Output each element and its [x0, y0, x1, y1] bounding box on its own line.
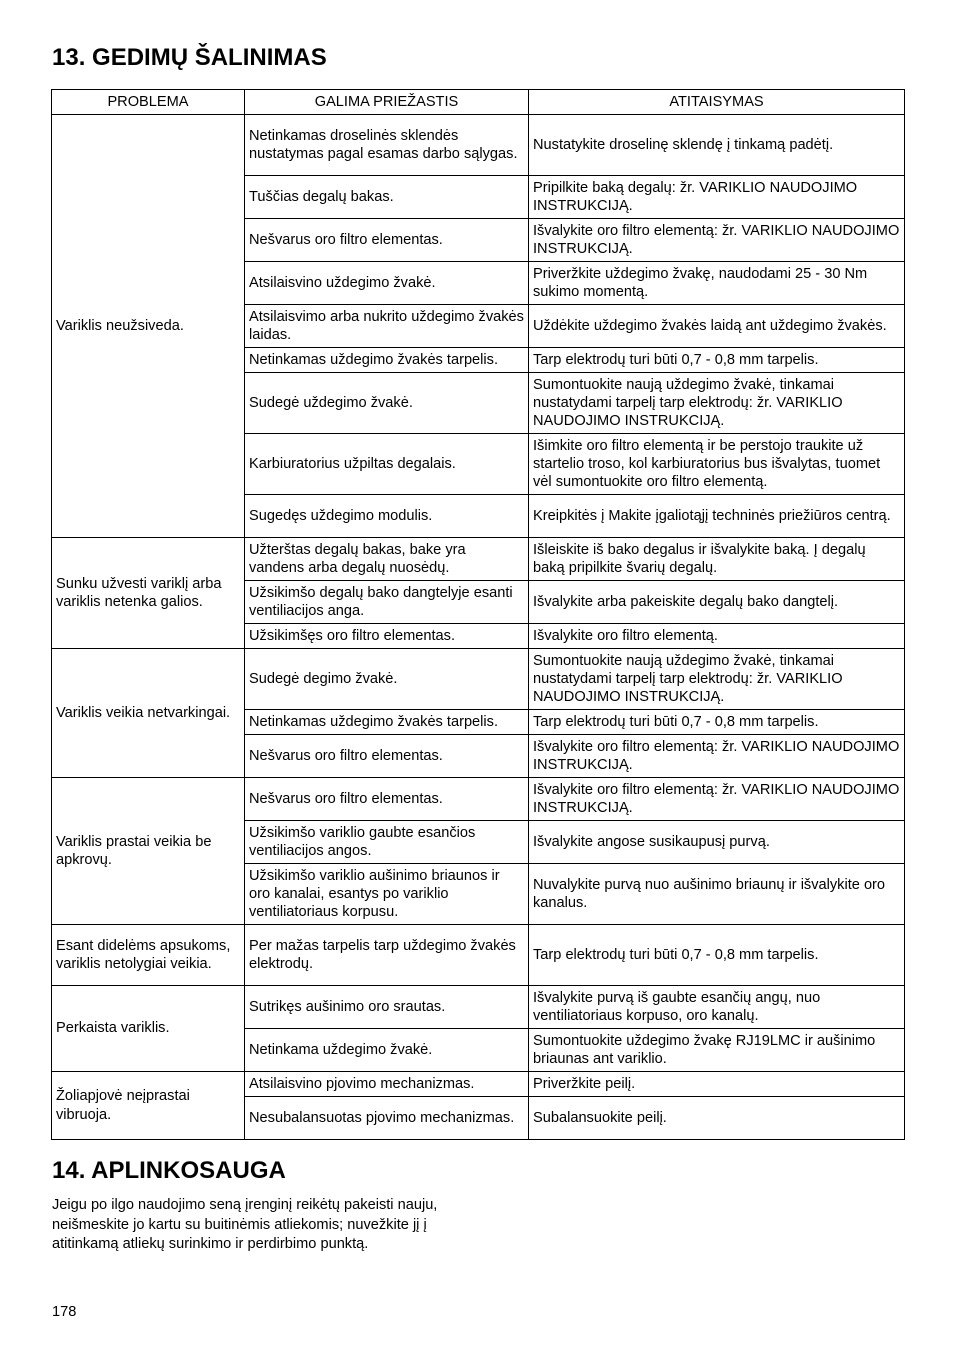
table-row	[52, 115, 905, 176]
header-problem: PROBLEMA	[52, 90, 245, 115]
problem-cell: Variklis prastai veikia be apkrovų.	[52, 778, 245, 925]
table-row	[52, 538, 905, 581]
fix-cell: Išvalykite oro filtro elementą: žr. VARIKLIO NAUDOJIMO INSTRUKCIJĄ.	[529, 778, 905, 821]
fix-cell: Nustatykite droselinę sklendę į tinkamą padėtį.	[529, 115, 905, 176]
cause-cell: Užsikimšęs oro filtro elementas.	[245, 624, 529, 649]
fix-cell: Sumontuokite naują uždegimo žvakė, tinkamai nustatydami tarpelį tarp elektrodų: žr. VARIKLIO NAUDOJIMO INSTRUKCIJĄ.	[529, 373, 905, 434]
fix-cell: Subalansuokite peilį.	[529, 1097, 905, 1140]
cause-cell: Netinkamas uždegimo žvakės tarpelis.	[245, 710, 529, 735]
fix-cell: Išvalykite oro filtro elementą.	[529, 624, 905, 649]
cause-cell: Sudegė degimo žvakė.	[245, 649, 529, 710]
table-row	[52, 986, 905, 1029]
table-row	[52, 649, 905, 710]
cause-cell: Nešvarus oro filtro elementas.	[245, 778, 529, 821]
table-row	[52, 778, 905, 821]
cause-cell: Per mažas tarpelis tarp uždegimo žvakės elektrodų.	[245, 925, 529, 986]
problem-cell: Variklis neužsiveda.	[52, 115, 245, 538]
cause-cell: Nešvarus oro filtro elementas.	[245, 219, 529, 262]
header-cause: GALIMA PRIEŽASTIS	[245, 90, 529, 115]
fix-cell: Priveržkite uždegimo žvakę, naudodami 25 - 30 Nm sukimo momentą.	[529, 262, 905, 305]
fix-cell: Nuvalykite purvą nuo aušinimo briaunų ir išvalykite oro kanalus.	[529, 864, 905, 925]
troubleshooting-table	[51, 89, 905, 1140]
fix-cell: Tarp elektrodų turi būti 0,7 - 0,8 mm tarpelis.	[529, 710, 905, 735]
cause-cell: Nešvarus oro filtro elementas.	[245, 735, 529, 778]
fix-cell: Išvalykite oro filtro elementą: žr. VARIKLIO NAUDOJIMO INSTRUKCIJĄ.	[529, 219, 905, 262]
table-row	[52, 925, 905, 986]
cause-cell: Užsikimšo degalų bako dangtelyje esanti ventiliacijos anga.	[245, 581, 529, 624]
fix-cell: Uždėkite uždegimo žvakės laidą ant uždegimo žvakės.	[529, 305, 905, 348]
fix-cell: Išimkite oro filtro elementą ir be perstojo traukite už startelio troso, kol karbiuratorius bus išvalytas, tuomet vėl sumontuokite oro filtro elementą.	[529, 434, 905, 495]
problem-cell: Esant didelėms apsukoms, variklis netolygiai veikia.	[52, 925, 245, 986]
fix-cell: Tarp elektrodų turi būti 0,7 - 0,8 mm tarpelis.	[529, 348, 905, 373]
cause-cell: Užsikimšo variklio gaubte esančios ventiliacijos angos.	[245, 821, 529, 864]
cause-cell: Netinkama uždegimo žvakė.	[245, 1029, 529, 1072]
header-fix: ATITAISYMAS	[529, 90, 905, 115]
fix-cell: Išvalykite arba pakeiskite degalų bako dangtelį.	[529, 581, 905, 624]
fix-cell: Sumontuokite naują uždegimo žvakė, tinkamai nustatydami tarpelį tarp elektrodų: žr. VARIKLIO NAUDOJIMO INSTRUKCIJĄ.	[529, 649, 905, 710]
cause-cell: Atsilaisvimo arba nukrito uždegimo žvakės laidas.	[245, 305, 529, 348]
cause-cell: Netinkamas uždegimo žvakės tarpelis.	[245, 348, 529, 373]
page-number: 178	[52, 1304, 77, 1320]
table-header	[52, 90, 905, 115]
table-row	[52, 1072, 905, 1097]
fix-cell: Kreipkitės į Makite įgaliotąjį techninės priežiūros centrą.	[529, 495, 905, 538]
header-row	[52, 90, 905, 115]
section-13-title: 13. GEDIMŲ ŠALINIMAS	[52, 44, 327, 71]
problem-cell: Sunku užvesti variklį arba variklis netenka galios.	[52, 538, 245, 649]
table-body	[52, 115, 905, 1140]
cause-cell: Nesubalansuotas pjovimo mechanizmas.	[245, 1097, 529, 1140]
cause-cell: Sugedęs uždegimo modulis.	[245, 495, 529, 538]
cause-cell: Atsilaisvino pjovimo mechanizmas.	[245, 1072, 529, 1097]
cause-cell: Netinkamas droselinės sklendės nustatymas pagal esamas darbo sąlygas.	[245, 115, 529, 176]
fix-cell: Išleiskite iš bako degalus ir išvalykite baką. Į degalų baką pripilkite švarių degalų.	[529, 538, 905, 581]
fix-cell: Išvalykite oro filtro elementą: žr. VARIKLIO NAUDOJIMO INSTRUKCIJĄ.	[529, 735, 905, 778]
cause-cell: Užterštas degalų bakas, bake yra vandens arba degalų nuosėdų.	[245, 538, 529, 581]
cause-cell: Sudegė uždegimo žvakė.	[245, 373, 529, 434]
problem-cell: Žoliapjovė neįprastai vibruoja.	[52, 1072, 245, 1140]
problem-cell: Perkaista variklis.	[52, 986, 245, 1072]
fix-cell: Išvalykite purvą iš gaubte esančių angų, nuo ventiliatoriaus korpuso, oro kanalų.	[529, 986, 905, 1029]
fix-cell: Priveržkite peilį.	[529, 1072, 905, 1097]
section-14-title: 14. APLINKOSAUGA	[52, 1157, 286, 1184]
fix-cell: Sumontuokite uždegimo žvakę RJ19LMC ir aušinimo briaunas ant variklio.	[529, 1029, 905, 1072]
environment-paragraph: Jeigu po ilgo naudojimo seną įrenginį reikėtų pakeisti nauju, neišmeskite jo kartu su buitinėmis atliekomis; nuvežkite jį į atitinkamą atliekų surinkimo ir perdirbimo punktą.	[52, 1197, 438, 1252]
fix-cell: Tarp elektrodų turi būti 0,7 - 0,8 mm tarpelis.	[529, 925, 905, 986]
cause-cell: Sutrikęs aušinimo oro srautas.	[245, 986, 529, 1029]
cause-cell: Tuščias degalų bakas.	[245, 176, 529, 219]
cause-cell: Karbiuratorius užpiltas degalais.	[245, 434, 529, 495]
problem-cell: Variklis veikia netvarkingai.	[52, 649, 245, 778]
fix-cell: Pripilkite baką degalų: žr. VARIKLIO NAUDOJIMO INSTRUKCIJĄ.	[529, 176, 905, 219]
fix-cell: Išvalykite angose susikaupusį purvą.	[529, 821, 905, 864]
cause-cell: Užsikimšo variklio aušinimo briaunos ir oro kanalai, esantys po variklio ventiliatoriaus korpusu.	[245, 864, 529, 925]
cause-cell: Atsilaisvino uždegimo žvakė.	[245, 262, 529, 305]
